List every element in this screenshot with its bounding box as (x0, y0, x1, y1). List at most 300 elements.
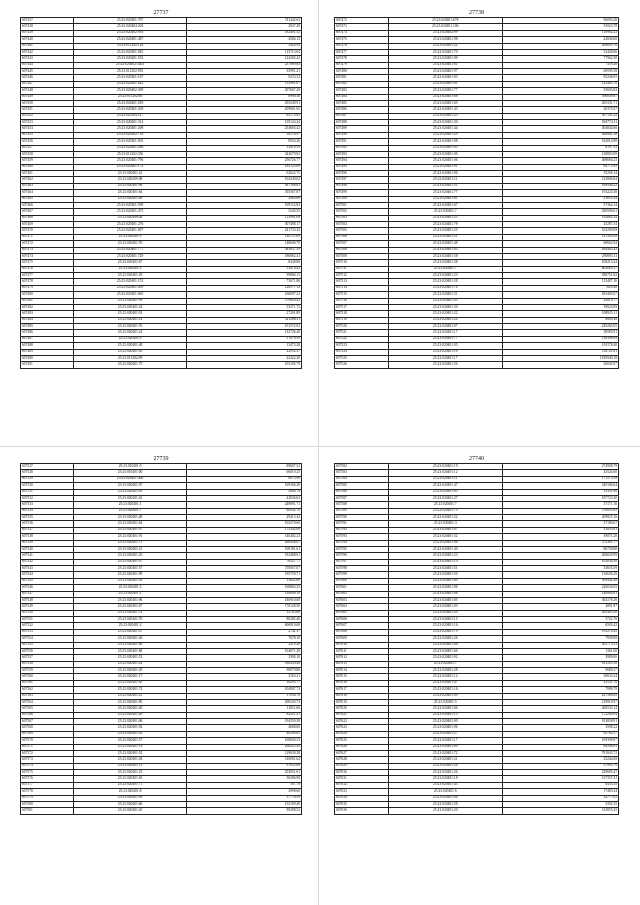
row-number-cell: 607512 (335, 273, 389, 279)
value-cell: 200533.14 (502, 706, 618, 712)
row-number-cell: 607625 (335, 738, 389, 744)
row-number-cell: 607604 (335, 604, 389, 610)
cadastral-number-cell: 25:23:020401:38 (388, 260, 502, 266)
cadastral-number-cell: 25:23:011202:60 (74, 94, 186, 100)
row-number-cell: 607622 (335, 719, 389, 725)
value-cell: 30633.24 (502, 674, 618, 680)
cadastral-number-cell: 25:23:020401:24 (74, 661, 186, 667)
value-cell: 171573.58 (502, 476, 618, 482)
cadastral-number-cell: 25:23:020401:77 (388, 190, 502, 196)
row-number-cell: 607475 (335, 37, 389, 43)
cadastral-number-cell: 25:23:020401:61 (388, 196, 502, 202)
row-number-cell: 607472 (335, 18, 389, 24)
value-cell: 129918.97 (502, 699, 618, 705)
cadastral-number-cell: 25:23:020401:03 (388, 75, 502, 81)
value-cell: 379826.42 (186, 298, 301, 304)
row-number-cell: 607493 (335, 151, 389, 157)
row-number-cell: 607603 (335, 597, 389, 603)
row-number-cell: 607627 (335, 750, 389, 756)
cadastral-number-cell: 25:23:020401:25 (388, 215, 502, 221)
row-number-cell: 607492 (335, 145, 389, 151)
value-cell: 606019.68 (186, 623, 301, 629)
cadastral-number-cell: 25:23:020401:78 (388, 222, 502, 228)
cadastral-number-cell: 25:23:020401:7 (74, 508, 186, 514)
value-cell: 321286.31 (186, 317, 301, 323)
cadastral-number-cell: 25:23:020401:777 (74, 247, 186, 253)
row-number-cell: 607616 (335, 680, 389, 686)
row-number-cell: 607455 (21, 132, 74, 138)
row-number-cell: 607623 (335, 725, 389, 731)
cadastral-number-cell: 25:23:020401:76 (74, 241, 186, 247)
cadastral-number-cell: 25:23:020401:266 (74, 145, 186, 151)
cadastral-number-cell: 25:23:020401:18 (388, 776, 502, 782)
value-cell: 206639.99 (502, 553, 618, 559)
cadastral-number-cell: 25:23:020401:3 (74, 266, 186, 272)
cadastral-number-cell: 25:23:020401:29 (74, 273, 186, 279)
value-cell: 372301.77 (502, 540, 618, 546)
cadastral-number-cell: 25:23:020402:916 (74, 30, 186, 36)
cadastral-number-cell: 25:23:020401:75 (74, 362, 186, 368)
cadastral-number-cell: 25:23:020401:167 (74, 75, 186, 81)
row-number-cell: 607590 (335, 515, 389, 521)
cadastral-number-cell: 25:23:020401:64 (74, 190, 186, 196)
value-cell: 157357.41 (502, 776, 618, 782)
row-number-cell: 607539 (21, 540, 74, 546)
value-cell: 741442.63 (186, 18, 301, 24)
row-number-cell: 607567 (21, 719, 74, 725)
value-cell: 124202.42 (186, 56, 301, 62)
row-number-cell: 607471 (21, 234, 74, 240)
value-cell: 182401.52 (186, 30, 301, 36)
value-cell: 265331.71 (502, 100, 618, 106)
cadastral-number-cell: 25:23:020401:20 (388, 610, 502, 616)
row-number-cell: 607556 (21, 648, 74, 654)
cadastral-number-cell: 25:23:020401:99 (74, 298, 186, 304)
cadastral-number-cell: 25:23:020402:3403 (74, 62, 186, 68)
row-number-cell: 607569 (21, 731, 74, 737)
value-cell: 153981.07 (186, 81, 301, 87)
row-number-cell: 607503 (335, 215, 389, 221)
row-number-cell: 607443 (21, 56, 74, 62)
cadastral-number-cell: 25:23:020401:43 (74, 731, 186, 737)
row-number-cell: 607445 (21, 69, 74, 75)
cadastral-number-cell: 25:23:020401:48 (74, 515, 186, 521)
row-number-cell: 607535 (21, 515, 74, 521)
value-cell: 45287.54 (502, 222, 618, 228)
row-number-cell: 607565 (21, 706, 74, 712)
cadastral-number-cell: 25:23:020401:96 (388, 725, 502, 731)
cadastral-number-cell: 25:23:020401:44 (388, 126, 502, 132)
value-cell: 109152.83 (186, 202, 301, 208)
cadastral-number-cell: 25:23:020401:96 (388, 591, 502, 597)
row-number-cell: 607440 (21, 37, 74, 43)
cadastral-number-cell: 25:23:020401:106 (388, 24, 502, 30)
row-number-cell: 607482 (335, 81, 389, 87)
value-cell: 42036.63 (186, 495, 301, 501)
row-number-cell: 607583 (335, 470, 389, 476)
cadastral-number-cell: 25:23:020401:66 (388, 648, 502, 654)
value-cell: 103834.58 (502, 559, 618, 565)
cadastral-number-cell: 25:23:020401:97 (388, 69, 502, 75)
cadastral-number-cell: 25:23:020401:67 (388, 202, 502, 208)
row-number-cell: 607545 (21, 578, 74, 584)
row-number-cell: 607586 (335, 489, 389, 495)
row-number-cell: 607483 (21, 311, 74, 317)
value-cell: 209801.05 (186, 107, 301, 113)
row-number-cell: 607626 (335, 744, 389, 750)
cadastral-number-cell: 25:23:020401:503 (74, 139, 186, 145)
value-cell: 89607.52 (186, 464, 301, 470)
cadastral-number-cell: 25:23:020401:28 (388, 763, 502, 769)
row-number-cell: 607479 (335, 62, 389, 68)
row-number-cell: 607522 (335, 336, 389, 342)
cadastral-number-cell: 25:23:020401:57 (74, 566, 186, 572)
row-number-cell: 607532 (21, 495, 74, 501)
cadastral-number-cell: 25:23:020401:22 (388, 43, 502, 49)
value-cell: 9680.37 (502, 668, 618, 674)
row-number-cell: 607459 (21, 158, 74, 164)
value-cell: 192682.24 (502, 215, 618, 221)
row-number-cell: 607635 (335, 801, 389, 807)
cadastral-number-cell: 25:23:020401:05 (388, 145, 502, 151)
value-cell: 80282.40 (186, 617, 301, 623)
row-number-cell: 607588 (335, 502, 389, 508)
cadastral-number-cell: 25:23:020401:487 (74, 37, 186, 43)
row-number-cell: 607538 (21, 534, 74, 540)
cadastral-table (334, 17, 619, 369)
value-cell: 42840.60 (502, 37, 618, 43)
value-cell: 254665.42 (186, 126, 301, 132)
cadastral-number-cell: 25:23:020401:7 (388, 661, 502, 667)
cadastral-number-cell: 25:23:020401:06 (74, 719, 186, 725)
value-cell: 123806.84 (502, 177, 618, 183)
value-cell: 307101.22 (502, 113, 618, 119)
value-cell: 55023.78 (502, 24, 618, 30)
cadastral-number-cell: 25:23:020401:09 (74, 795, 186, 801)
cadastral-number-cell: 25:23:010401:00 (74, 470, 186, 476)
row-number-cell: 607634 (335, 795, 389, 801)
value-cell: 110962.23 (502, 30, 618, 36)
row-number-cell: 607477 (335, 49, 389, 55)
value-cell: 227568.45 (502, 693, 618, 699)
cadastral-number-cell: 25:23:020401:52 (74, 655, 186, 661)
row-number-cell: 607442 (21, 49, 74, 55)
value-cell: 14763.68 (186, 610, 301, 616)
row-number-cell: 607552 (21, 623, 74, 629)
value-cell: 314955.25 (502, 808, 618, 814)
row-number-cell: 607528 (21, 470, 74, 476)
cadastral-number-cell: 25:23:020401:499 (74, 285, 186, 291)
value-cell: 237899.64 (186, 62, 301, 68)
cadastral-number-cell: 25:23:020401:11 (388, 177, 502, 183)
cadastral-number-cell: 25:23:020401:314 (74, 120, 186, 126)
cadastral-number-cell: 25:23:020401:29 (74, 668, 186, 674)
cadastral-number-cell: 25:23:020401:400 (74, 476, 186, 482)
cadastral-number-cell: 25:23:020401:16 (388, 623, 502, 629)
value-cell: 3163.21 (186, 674, 301, 680)
cadastral-number-cell: 25:23:020401:57 (74, 738, 186, 744)
row-number-cell: 607598 (335, 566, 389, 572)
value-cell: 396049.87 (502, 94, 618, 100)
cadastral-number-cell: 25:23:020401:018 (74, 100, 186, 106)
cadastral-number-cell: 25:23:020401:43 (388, 782, 502, 788)
value-cell: 187.78 (186, 782, 301, 788)
value-cell: 99298.52 (186, 808, 301, 814)
cadastral-number-cell: 25:23:020406:04 (74, 215, 186, 221)
row-number-cell: 607490 (21, 355, 74, 361)
cadastral-number-cell: 25:23:020401:09 (388, 744, 502, 750)
row-number-cell: 607542 (21, 559, 74, 565)
row-number-cell: 607553 (21, 629, 74, 635)
value-cell: 161109.46 (186, 801, 301, 807)
sheet-title: 27738 (469, 10, 484, 16)
cadastral-number-cell: 25:23:020401:14 (74, 744, 186, 750)
cadastral-number-cell: 25:23:020401:96 (388, 585, 502, 591)
row-number-cell: 607478 (335, 56, 389, 62)
value-cell: 9233.52 (186, 75, 301, 81)
cadastral-number-cell: 25:23:011202:356 (74, 151, 186, 157)
row-number-cell: 607472 (21, 241, 74, 247)
cadastral-number-cell: 25:23:020401:6 (388, 789, 502, 795)
cadastral-number-cell: 25:23:011202:124 (74, 43, 186, 49)
cadastral-number-cell: 25:23:020401:47 (388, 680, 502, 686)
row-number-cell: 607523 (335, 343, 389, 349)
row-number-cell: 607566 (21, 712, 74, 718)
value-cell: 82451.41 (186, 712, 301, 718)
row-number-cell: 607473 (21, 247, 74, 253)
row-number-cell: 607481 (21, 298, 74, 304)
cadastral-number-cell: 25:23:020401:79 (388, 49, 502, 55)
cadastral-number-cell: 25:23:020401:665 (74, 292, 186, 298)
row-number-cell: 607505 (335, 228, 389, 234)
value-cell: 436910.68 (186, 597, 301, 603)
cadastral-number-cell: 25:23:020401:5 (388, 699, 502, 705)
row-number-cell: 607536 (21, 521, 74, 527)
value-cell: 7629.48 (502, 285, 618, 291)
row-number-cell: 607466 (21, 202, 74, 208)
row-number-cell: 607524 (335, 349, 389, 355)
row-number-cell: 607597 (335, 559, 389, 565)
row-number-cell: 607559 (21, 668, 74, 674)
cadastral-number-cell: 25:23:020401:622 (74, 81, 186, 87)
row-number-cell: 607506 (335, 234, 389, 240)
value-cell: 2985.68 (186, 196, 301, 202)
row-number-cell: 607527 (21, 464, 74, 470)
cadastral-number-cell: 25:23:020401:03 (388, 247, 502, 253)
value-cell: 4998.60 (186, 789, 301, 795)
cadastral-number-cell: 25:23:020401:590 (74, 202, 186, 208)
cadastral-number-cell: 25:23:020401:71 (74, 782, 186, 788)
cadastral-number-cell: 25:23:020401:72 (388, 750, 502, 756)
value-cell: 104671.20 (186, 648, 301, 654)
row-number-cell: 607497 (335, 177, 389, 183)
row-number-cell: 607618 (335, 693, 389, 699)
value-cell: 241733.32 (186, 228, 301, 234)
row-number-cell: 607486 (335, 107, 389, 113)
row-number-cell: 607576 (21, 776, 74, 782)
value-cell: 578093.65 (502, 508, 618, 514)
row-number-cell: 607478 (21, 279, 74, 285)
row-number-cell: 607464 (21, 190, 74, 196)
value-cell: 6453.35 (502, 782, 618, 788)
row-number-cell: 607546 (21, 585, 74, 591)
cadastral-number-cell: 25:23:020401:797 (74, 18, 186, 24)
row-number-cell: 607595 (335, 546, 389, 552)
cadastral-number-cell: 25:23:020401:12 (388, 674, 502, 680)
value-cell: 35991.21 (186, 69, 301, 75)
row-number-cell: 607449 (21, 94, 74, 100)
row-number-cell: 607632 (335, 782, 389, 788)
cadastral-number-cell: 25:23:020401:473 (74, 209, 186, 215)
value-cell: 3980.06 (502, 655, 618, 661)
value-cell: 2741.37 (186, 629, 301, 635)
value-cell: 65173.85 (186, 113, 301, 119)
row-number-cell: 607521 (335, 330, 389, 336)
row-number-cell: 607463 (21, 183, 74, 189)
value-cell: 307498.17 (186, 222, 301, 228)
row-number-cell: 607484 (335, 94, 389, 100)
cadastral-number-cell: 25:23:020401:945 (74, 49, 186, 55)
value-cell: 398751.82 (502, 273, 618, 279)
cadastral-number-cell: 25:23:020401:10 (388, 559, 502, 565)
vertical-page-divider (318, 0, 319, 905)
value-cell: 31835.24 (502, 196, 618, 202)
value-cell: 260425.44 (186, 744, 301, 750)
cadastral-number-cell: 25:23:020401:23 (388, 273, 502, 279)
cadastral-number-cell: 25:23:020401:7 (388, 209, 502, 215)
value-cell: 104349.02 (186, 177, 301, 183)
cadastral-number-cell: 25:23:020401:28 (74, 712, 186, 718)
value-cell: 37186.67 (502, 521, 618, 527)
value-cell: 5245.55 (186, 209, 301, 215)
value-cell: 3394.10 (186, 655, 301, 661)
row-number-cell: 607609 (335, 636, 389, 642)
row-number-cell: 607573 (21, 757, 74, 763)
sheet-27739 (20, 456, 302, 815)
cadastral-number-cell: 25:23:020401:3 (388, 521, 502, 527)
cadastral-number-cell: 25:23:020401:76 (74, 324, 186, 330)
value-cell: 56306.99 (186, 776, 301, 782)
cadastral-number-cell: 25:23:020401:20 (74, 706, 186, 712)
row-number-cell: 607461 (21, 171, 74, 177)
row-number-cell: 607533 (21, 502, 74, 508)
table-row (335, 808, 619, 814)
value-cell: 80758.88 (502, 546, 618, 552)
cadastral-number-cell: 25:23:020401:208 (74, 126, 186, 132)
row-number-cell: 607491 (335, 139, 389, 145)
cadastral-number-cell: 25:23:020401:43 (388, 298, 502, 304)
value-cell: 342679.83 (186, 151, 301, 157)
cadastral-number-cell: 25:23:020401:16 (388, 349, 502, 355)
cadastral-number-cell: 25:23:020401:58 (388, 279, 502, 285)
cadastral-number-cell: 25:23:020401:11 (388, 476, 502, 482)
value-cell: 265463.20 (502, 610, 618, 616)
row-number-cell: 607481 (335, 75, 389, 81)
value-cell: 200345.73 (186, 699, 301, 705)
row-number-cell: 607488 (335, 120, 389, 126)
value-cell: 12919.59 (186, 145, 301, 151)
value-cell: 3598.22 (502, 725, 618, 731)
row-number-cell: 607448 (21, 88, 74, 94)
value-cell: 15622.60 (186, 578, 301, 584)
sheet-title: 27737 (153, 10, 169, 16)
cadastral-number-cell: 25:23:020401:15 (388, 712, 502, 718)
value-cell: 6073.98 (186, 476, 301, 482)
value-cell: 100181.61 (186, 546, 301, 552)
row-number-cell: 607446 (21, 75, 74, 81)
value-cell: 310001.64 (186, 757, 301, 763)
cadastral-number-cell: 25:23:020401:42 (74, 495, 186, 501)
cadastral-number-cell: 25:23:020401:68 (74, 648, 186, 654)
cadastral-number-cell: 25:23:020401:25 (74, 553, 186, 559)
row-number-cell: 607517 (335, 304, 389, 310)
row-number-cell: 607636 (335, 808, 389, 814)
row-number-cell: 607557 (21, 655, 74, 661)
cadastral-number-cell: 25:23:020401:77 (388, 336, 502, 342)
value-cell: 158721.61 (502, 349, 618, 355)
cadastral-number-cell: 25:23:020401:06 (388, 642, 502, 648)
row-number-cell: 607581 (21, 808, 74, 814)
cadastral-number-cell: 25:23:020401:09 (388, 693, 502, 699)
cadastral-number-cell: 25:23:020401:48 (74, 343, 186, 349)
row-number-cell: 607558 (21, 661, 74, 667)
row-number-cell: 607555 (21, 642, 74, 648)
value-cell: 65762.57 (502, 731, 618, 737)
cadastral-number-cell: 25:23:020401:74 (74, 610, 186, 616)
cadastral-number-cell: 25:23:020401:06 (74, 642, 186, 648)
row-number-cell: 607504 (335, 222, 389, 228)
row-number-cell: 607580 (21, 801, 74, 807)
value-cell: 361773.31 (502, 642, 618, 648)
value-cell: 7359.28 (502, 62, 618, 68)
value-cell: 37776.59 (186, 795, 301, 801)
cadastral-number-cell: 25:23:020401:25 (74, 693, 186, 699)
cadastral-number-cell: 25:23:020401:26 (388, 770, 502, 776)
value-cell: 30379.57 (502, 107, 618, 113)
cadastral-number-cell: 25:23:011202:593 (74, 69, 186, 75)
row-number-cell: 607441 (21, 43, 74, 49)
cadastral-number-cell: 25:23:020401:24 (388, 317, 502, 323)
value-cell: 53476.42 (186, 266, 301, 272)
row-number-cell: 607474 (335, 30, 389, 36)
value-cell: 11811.66 (186, 706, 301, 712)
value-cell: 250893.11 (502, 253, 618, 259)
cadastral-number-cell: 25:23:020401:93 (74, 311, 186, 317)
row-number-cell: 607544 (21, 572, 74, 578)
value-cell: 22019.77 (502, 298, 618, 304)
sheet-title: 27740 (469, 456, 484, 462)
value-cell: 284405.42 (502, 247, 618, 253)
value-cell: 195270.45 (502, 629, 618, 635)
table-row (21, 808, 302, 814)
cadastral-number-cell: 25:23:020401:729 (74, 253, 186, 259)
row-number-cell: 607571 (21, 744, 74, 750)
row-number-cell: 607633 (335, 789, 389, 795)
row-number-cell: 607575 (21, 770, 74, 776)
cadastral-number-cell: 25:23:020401:03 (388, 604, 502, 610)
value-cell: 345106.64 (502, 483, 618, 489)
cadastral-number-cell: 25:23:020401:69 (388, 100, 502, 106)
value-cell: 95246.05 (502, 75, 618, 81)
value-cell: 7678.10 (186, 636, 301, 642)
cadastral-number-cell: 25:23:020401:20 (388, 808, 502, 814)
cadastral-number-cell: 25:23:020401:19 (388, 464, 502, 470)
cadastral-number-cell: 25:23:020401:08 (388, 139, 502, 145)
row-number-cell: 607530 (21, 483, 74, 489)
row-number-cell: 607591 (335, 521, 389, 527)
cadastral-number-cell: 25:23:020401:21 (388, 234, 502, 240)
row-number-cell: 607516 (335, 298, 389, 304)
